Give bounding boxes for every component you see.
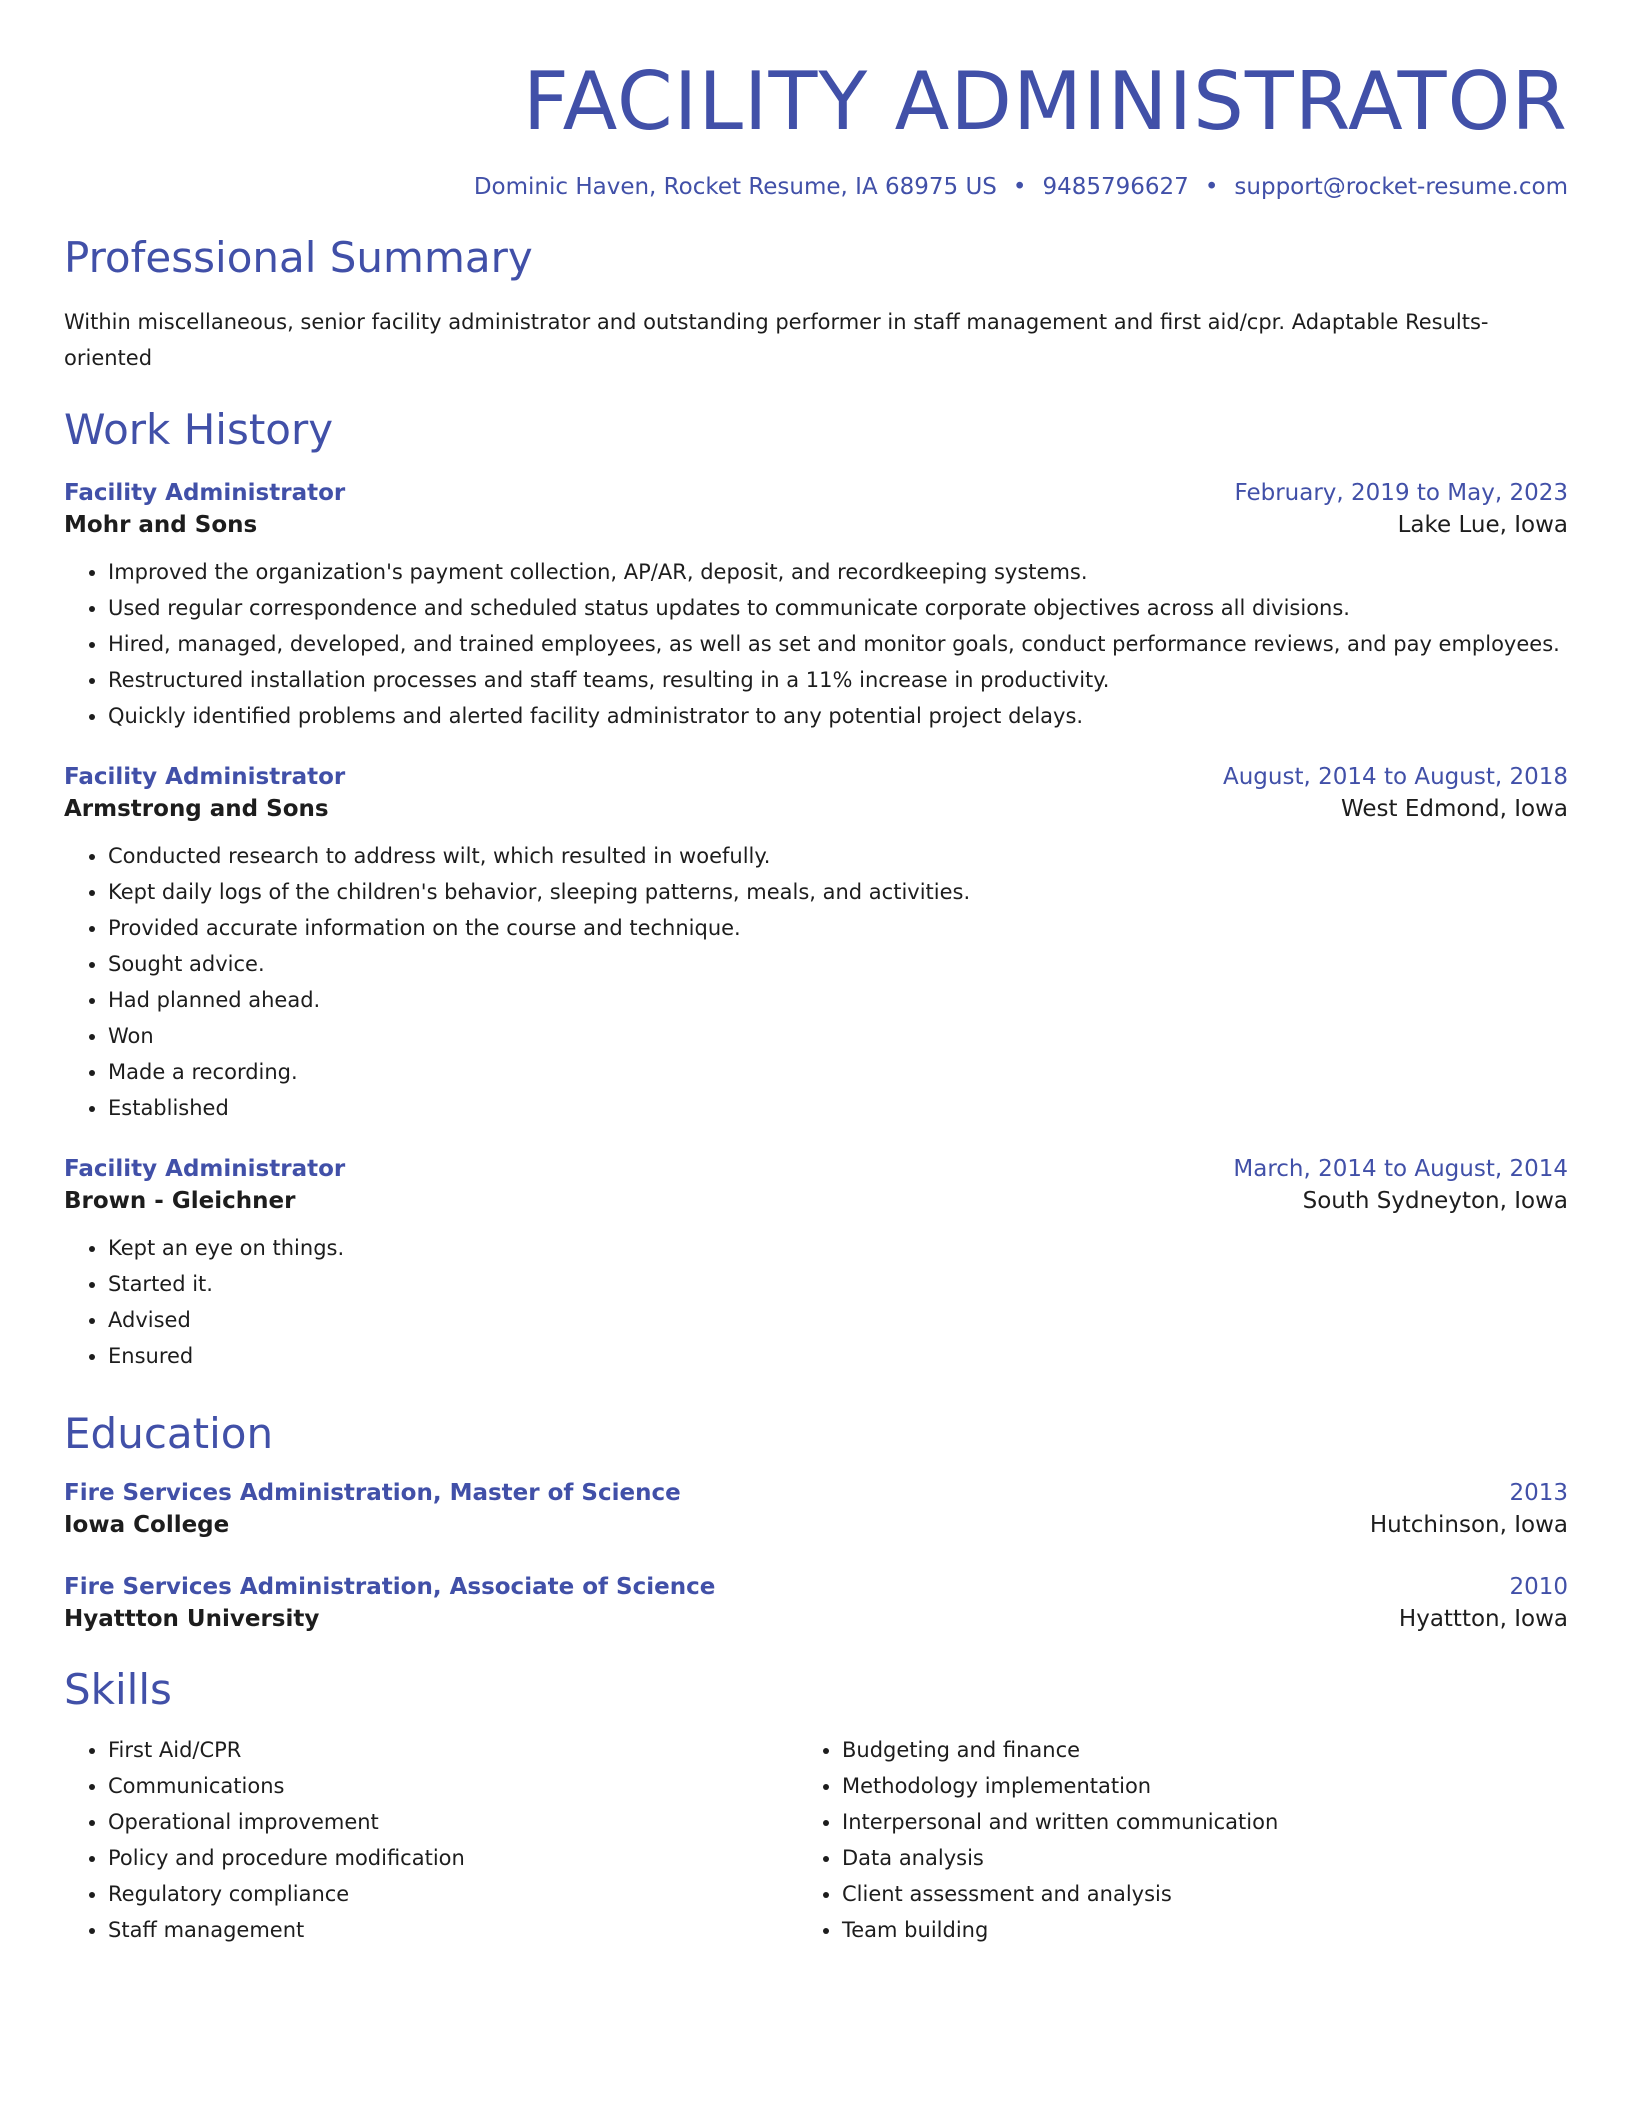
list-item: • Methodology implementation (842, 1768, 1532, 1804)
education-header-row (64, 1574, 1568, 1600)
section-heading: Work History (64, 405, 334, 454)
education-entry (64, 1480, 1568, 1538)
job-location: Lake Lue, Iowa (1397, 512, 1568, 538)
job-header-row (64, 764, 1568, 790)
list-item: • Sought advice. (108, 946, 1568, 982)
list-item: • Budgeting and finance (842, 1732, 1532, 1768)
job-bullets (64, 1230, 1568, 1374)
list-item: • Communications (108, 1768, 798, 1804)
skills-list-left (64, 1732, 798, 1948)
education-year: 2013 (1509, 1480, 1568, 1506)
job-entry (64, 1156, 1568, 1374)
education-degree: Fire Services Administration, Master of Science (64, 1480, 681, 1506)
list-item: • Ensured (108, 1338, 1568, 1374)
education-location: Hutchinson, Iowa (1369, 1512, 1568, 1538)
education-school: Iowa College (64, 1512, 230, 1538)
education-degree: Fire Services Administration, Associate of Science (64, 1574, 716, 1600)
list-item: • First Aid/CPR (108, 1732, 798, 1768)
section-heading: Professional Summary (64, 233, 533, 282)
job-company: Brown - Gleichner (64, 1188, 296, 1214)
list-item: • Data analysis (842, 1840, 1532, 1876)
education-section (64, 1406, 1568, 1632)
page-title: FACILITY ADMINISTRATOR (522, 55, 1568, 148)
education-school-row (64, 1606, 1568, 1632)
list-item: • Conducted research to address wilt, which resulted in woefully. (108, 838, 1568, 874)
list-item: • Team building (842, 1912, 1532, 1948)
list-item: • Staff management (108, 1912, 798, 1948)
skills-list-right (798, 1732, 1532, 1948)
job-header-row (64, 480, 1568, 506)
education-school-row (64, 1512, 1568, 1538)
job-entry (64, 480, 1568, 734)
list-item: • Operational improvement (108, 1804, 798, 1840)
list-item: • Improved the organization's payment collection, AP/AR, deposit, and recordkeeping systems. (108, 554, 1568, 590)
list-item: • Had planned ahead. (108, 982, 1568, 1018)
list-item: • Regulatory compliance (108, 1876, 798, 1912)
contact-phone: 9485796627 (1042, 174, 1189, 200)
list-item: • Used regular correspondence and scheduled status updates to communicate corporate objectives across all divisions. (108, 590, 1568, 626)
list-item: • Kept daily logs of the children's behavior, sleeping patterns, meals, and activities. (108, 874, 1568, 910)
job-company: Armstrong and Sons (64, 796, 329, 822)
job-bullets (64, 838, 1568, 1126)
education-entry (64, 1574, 1568, 1632)
list-item: • Client assessment and analysis (842, 1876, 1532, 1912)
contact-address: Dominic Haven, Rocket Resume, IA 68975 US (473, 174, 997, 200)
education-location: Hyattton, Iowa (1398, 1606, 1568, 1632)
resume-header (64, 52, 1568, 200)
section-heading: Education (64, 1409, 274, 1458)
summary-text: Within miscellaneous, senior facility administrator and outstanding performer in staff management and first aid/cpr. Adaptable Results-oriented (64, 310, 1489, 370)
contact-separator: • (1204, 174, 1219, 200)
skills-grid (64, 1732, 1568, 1948)
list-item: • Quickly identified problems and alerted facility administrator to any potential project delays. (108, 698, 1568, 734)
contact-email: support@rocket-resume.com (1234, 174, 1568, 200)
list-item: • Provided accurate information on the course and technique. (108, 910, 1568, 946)
education-year: 2010 (1509, 1574, 1568, 1600)
job-location: West Edmond, Iowa (1340, 796, 1568, 822)
contact-line (64, 174, 1568, 200)
list-item: • Established (108, 1090, 1568, 1126)
job-title: Facility Administrator (64, 1156, 346, 1182)
job-title: Facility Administrator (64, 764, 346, 790)
job-company: Mohr and Sons (64, 512, 258, 538)
list-item: • Made a recording. (108, 1054, 1568, 1090)
education-school: Hyattton University (64, 1606, 320, 1632)
job-entry (64, 764, 1568, 1126)
section-heading: Skills (64, 1665, 172, 1714)
job-dates: February, 2019 to May, 2023 (1234, 480, 1568, 506)
job-company-row (64, 1188, 1568, 1214)
job-dates: August, 2014 to August, 2018 (1223, 764, 1568, 790)
job-location: South Sydneyton, Iowa (1302, 1188, 1568, 1214)
list-item: • Restructured installation processes and staff teams, resulting in a 11% increase in productivity. (108, 662, 1568, 698)
list-item: • Advised (108, 1302, 1568, 1338)
list-item: • Hired, managed, developed, and trained employees, as well as set and monitor goals, conduct performance reviews, and pay employees. (108, 626, 1568, 662)
education-header-row (64, 1480, 1568, 1506)
list-item: • Started it. (108, 1266, 1568, 1302)
job-title: Facility Administrator (64, 480, 346, 506)
list-item: • Interpersonal and written communication (842, 1804, 1532, 1840)
contact-separator: • (1012, 174, 1027, 200)
job-company-row (64, 512, 1568, 538)
skills-section (64, 1662, 1568, 1948)
job-dates: March, 2014 to August, 2014 (1233, 1156, 1568, 1182)
job-header-row (64, 1156, 1568, 1182)
list-item: • Kept an eye on things. (108, 1230, 1568, 1266)
list-item: • Won (108, 1018, 1568, 1054)
summary-section (64, 230, 1568, 376)
list-item: • Policy and procedure modification (108, 1840, 798, 1876)
job-bullets (64, 554, 1568, 734)
work-history-section (64, 402, 1568, 1374)
job-company-row (64, 796, 1568, 822)
